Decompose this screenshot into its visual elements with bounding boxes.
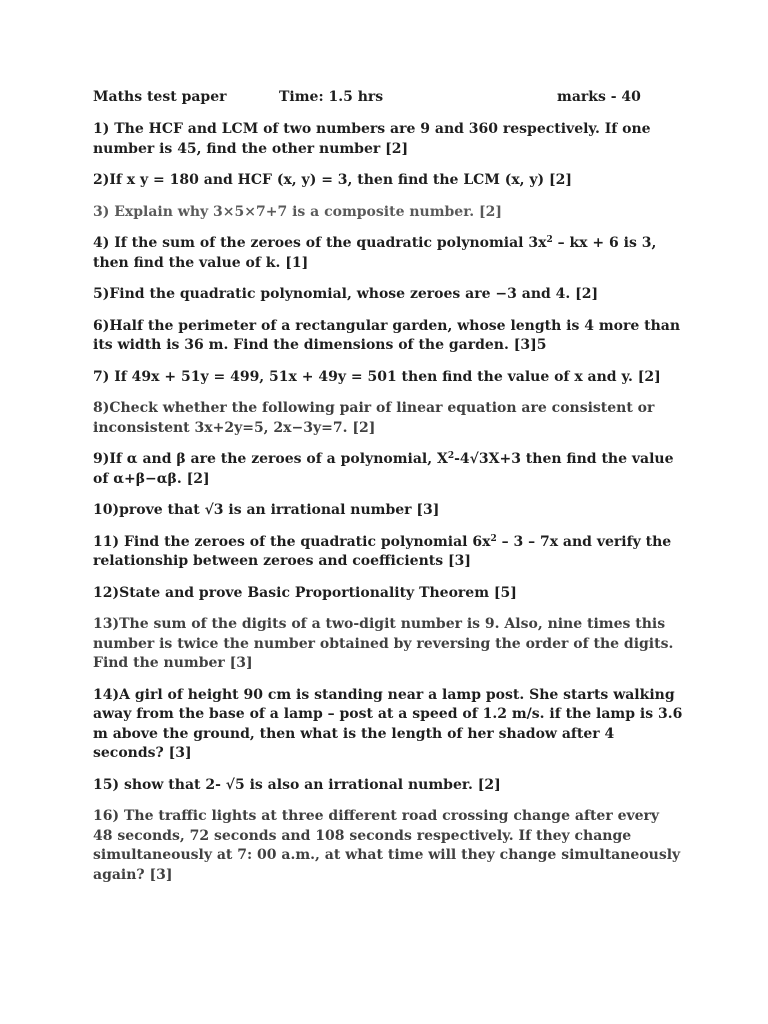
question-11 <box>93 533 683 572</box>
question-10: 10)prove that √3 is an irrational number [3] <box>93 502 440 518</box>
question-4 <box>93 234 683 273</box>
question-3: 3) Explain why 3×5×7+7 is a composite number. [2] <box>93 203 503 220</box>
paper-title: Maths test paper <box>93 89 227 105</box>
test-paper <box>93 88 683 897</box>
question-5: 5)Find the quadratic polynomial, whose zeroes are −3 and 4. [2] <box>93 286 599 302</box>
question-8: 8)Check whether the following pair of linear equation are consistent or inconsistent 3x+2y=5, 2x−3y=7. [2] <box>93 400 655 436</box>
question-9-part-2: -4√3X+3 then find the value of α+β−αβ. [2] <box>93 451 674 487</box>
question-13: 13)The sum of the digits of a two-digit number is 9. Also, nine times this number is twice the number obtained by reversing the order of the digits. Find the number [3] <box>93 616 674 671</box>
question-9 <box>93 450 683 489</box>
question-11-superscript: 2 <box>490 533 497 544</box>
question-9-superscript: 2 <box>447 451 455 461</box>
question-12: 12)State and prove Basic Proportionality Theorem [5] <box>93 584 517 601</box>
question-2: 2)If x y = 180 and HCF (x, y) = 3, then find the LCM (x, y) [2] <box>93 172 573 188</box>
question-16: 16) The traffic lights at three different road crossing change after every 48 seconds, 72 seconds and 108 seconds respectively. If they change simultaneously at 7: 00 a.m., at what time will they change simultaneously again? [3] <box>93 808 681 883</box>
question-7: 7) If 49x + 51y = 499, 51x + 49y = 501 then find the value of x and y. [2] <box>93 368 661 385</box>
question-11-part-2: – 3 – 7x and verify the relationship between zeroes and coefficients [3] <box>93 533 672 569</box>
question-9-part-1: 9)If α and β are the zeroes of a polynomial, X <box>93 451 448 467</box>
question-4-part-1: 4) If the sum of the zeroes of the quadratic polynomial 3x <box>93 235 547 251</box>
question-1: 1) The HCF and LCM of two numbers are 9 and 360 respectively. If one number is 45, find the other number [2] <box>93 121 651 157</box>
question-4-part-2: – kx + 6 is 3, then find the value of k. [1] <box>93 235 657 271</box>
total-marks: marks - 40 <box>557 89 641 105</box>
question-14: 14)A girl of height 90 cm is standing near a lamp post. She starts walking away from the base of a lamp – post at a speed of 1.2 m/s. if the lamp is 3.6 m above the ground, then what is the length of her shadow after 4 seconds? [3] <box>93 686 683 761</box>
question-11-part-1: 11) Find the zeroes of the quadratic polynomial 6x <box>93 533 491 550</box>
question-6: 6)Half the perimeter of a rectangular garden, whose length is 4 more than its width is 36 m. Find the dimensions of the garden. [3]5 <box>93 317 681 353</box>
question-15: 15) show that 2- √5 is also an irrational number. [2] <box>93 776 501 793</box>
paper-header <box>93 88 683 108</box>
question-4-superscript: 2 <box>546 235 553 245</box>
time-allowed: Time: 1.5 hrs <box>279 89 384 105</box>
